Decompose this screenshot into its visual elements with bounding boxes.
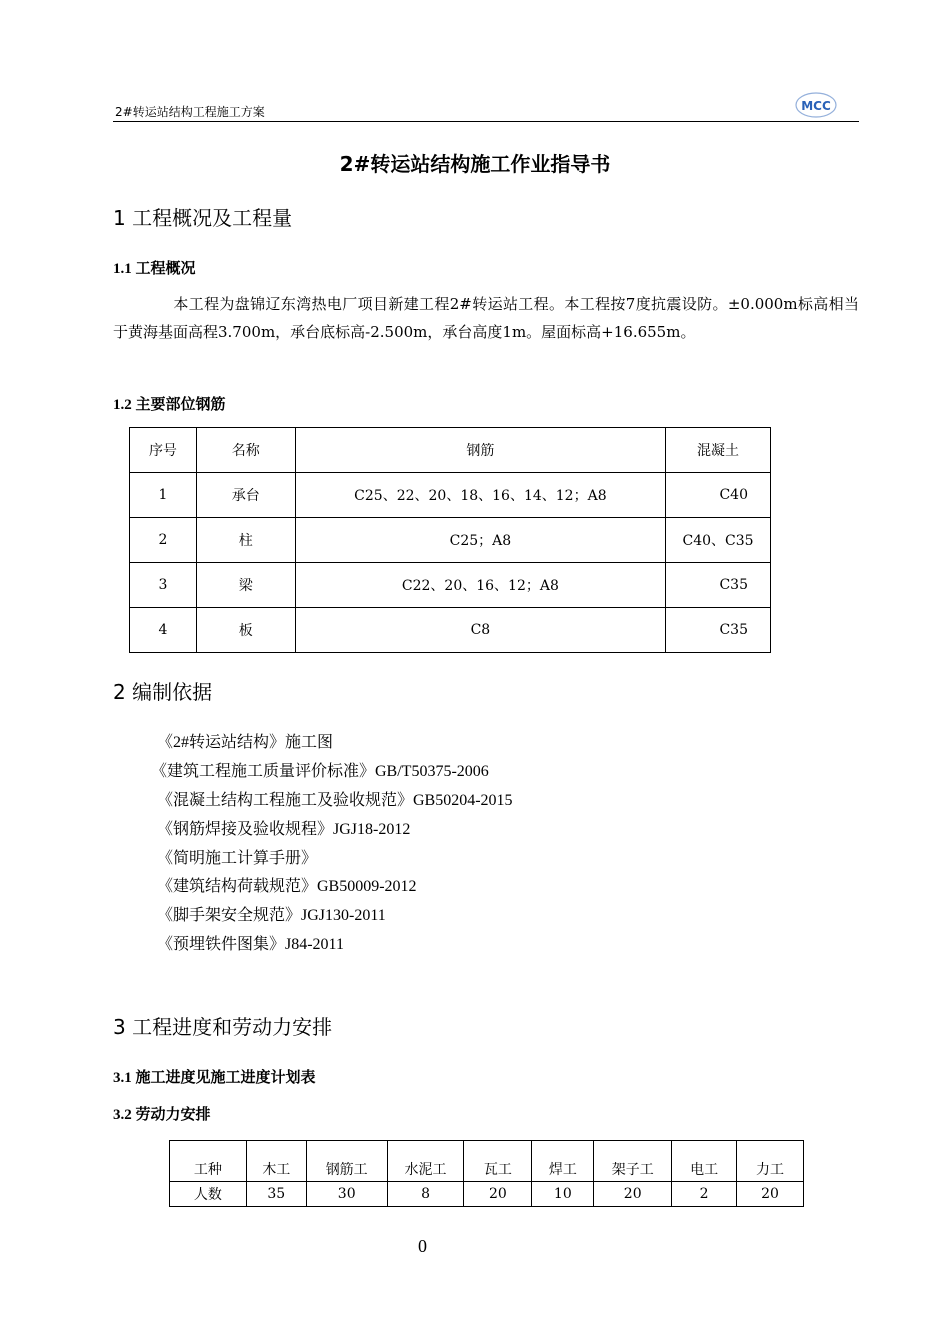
reference-item: 《简明施工计算手册》 — [157, 850, 318, 867]
table-row — [130, 608, 771, 653]
table-row — [130, 563, 771, 608]
table-cell: 4 — [130, 608, 197, 653]
table-row — [130, 473, 771, 518]
header-cell: 混凝土 — [666, 428, 771, 473]
table-cell: 30 — [306, 1182, 387, 1207]
section-1-2-heading: 1.2 主要部位钢筋 — [113, 397, 226, 413]
table-cell: C25、22、20、18、16、14、12；A8 — [295, 473, 665, 518]
table-cell: 电工 — [672, 1141, 737, 1182]
table-cell: C25；A8 — [295, 518, 665, 563]
header-cell: 钢筋 — [295, 428, 665, 473]
table-cell: 3 — [130, 563, 197, 608]
table-header-row — [130, 428, 771, 473]
table-cell: 钢筋工 — [306, 1141, 387, 1182]
reference-item: 《预埋铁件图集》J84-2011 — [157, 936, 344, 953]
reference-item: 《钢筋焊接及验收规程》JGJ18-2012 — [157, 821, 411, 838]
table-cell: 人数 — [170, 1182, 247, 1207]
table-cell: C35 — [666, 563, 771, 608]
table-cell: 8 — [387, 1182, 464, 1207]
table-cell: 1 — [130, 473, 197, 518]
table-cell: 工种 — [170, 1141, 247, 1182]
table-cell: C40 — [666, 473, 771, 518]
overview-text: 本工程为盘锦辽东湾热电厂项目新建工程2#转运站工程。本工程按7度抗震设防。±0.000m标高相当于黄海基面高程3.700m，承台底标高-2.500m，承台高度1m。屋面标高+16.655m。 — [113, 295, 859, 341]
table-cell: 力工 — [737, 1141, 804, 1182]
table-cell: C8 — [295, 608, 665, 653]
table-cell: 柱 — [196, 518, 295, 563]
section-3-1-heading: 3.1 施工进度见施工进度计划表 — [113, 1070, 316, 1086]
section-1-1-heading: 1.1 工程概况 — [113, 261, 196, 277]
document-title: 2#转运站结构施工作业指导书 — [339, 152, 611, 176]
reference-item: 《混凝土结构工程施工及验收规范》GB50204-2015 — [157, 792, 513, 809]
reference-item: 《建筑工程施工质量评价标准》GB/T50375-2006 — [151, 763, 489, 780]
header-cell: 序号 — [130, 428, 197, 473]
table-cell: 水泥工 — [387, 1141, 464, 1182]
reference-item: 《脚手架安全规范》JGJ130-2011 — [157, 907, 386, 924]
table-cell: C40、C35 — [666, 518, 771, 563]
header-rule — [113, 121, 859, 122]
table-cell: 承台 — [196, 473, 295, 518]
table-cell: 瓦工 — [464, 1141, 532, 1182]
labor-table — [169, 1140, 804, 1207]
table-cell: 20 — [464, 1182, 532, 1207]
table-cell: 2 — [130, 518, 197, 563]
rebar-table — [129, 427, 771, 653]
mcc-logo-icon — [795, 91, 837, 119]
table-cell: 35 — [246, 1182, 306, 1207]
section-3-2-heading: 3.2 劳动力安排 — [113, 1107, 211, 1123]
labor-trade-row — [170, 1141, 804, 1182]
header-cell: 名称 — [196, 428, 295, 473]
reference-item: 《2#转运站结构》施工图 — [157, 734, 334, 751]
reference-item: 《建筑结构荷载规范》GB50009-2012 — [157, 878, 417, 895]
table-row — [130, 518, 771, 563]
page-number: 0 — [418, 1236, 427, 1256]
table-cell: 焊工 — [532, 1141, 594, 1182]
table-cell: 20 — [737, 1182, 804, 1207]
table-cell: 2 — [672, 1182, 737, 1207]
table-cell: 木工 — [246, 1141, 306, 1182]
table-cell: C22、20、16、12；A8 — [295, 563, 665, 608]
table-cell: 架子工 — [594, 1141, 672, 1182]
table-cell: C35 — [666, 608, 771, 653]
running-header: 2#转运站结构工程施工方案 — [115, 105, 265, 119]
logo-text: MCC — [801, 99, 831, 113]
section-2-heading: 2 编制依据 — [113, 680, 213, 704]
table-cell: 梁 — [196, 563, 295, 608]
table-cell: 20 — [594, 1182, 672, 1207]
section-3-heading: 3 工程进度和劳动力安排 — [113, 1015, 333, 1039]
table-cell: 板 — [196, 608, 295, 653]
table-cell: 10 — [532, 1182, 594, 1207]
section-1-heading: 1 工程概况及工程量 — [113, 206, 293, 230]
overview-paragraph — [113, 290, 859, 346]
labor-count-row — [170, 1182, 804, 1207]
